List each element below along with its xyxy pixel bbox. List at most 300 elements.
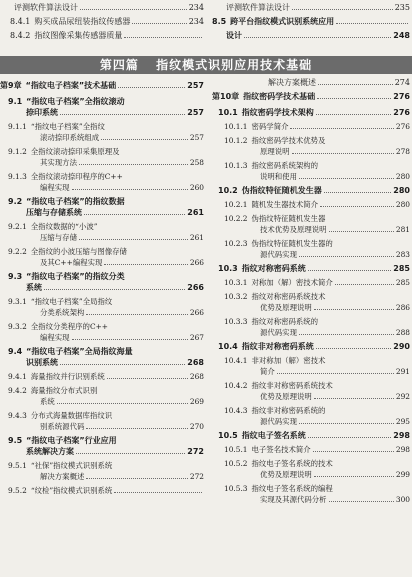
leader-dots: [79, 164, 188, 165]
leader-dots: [80, 9, 187, 10]
page-number: 267: [189, 333, 204, 342]
entry-line: [224, 213, 410, 224]
leader-dots: [314, 309, 394, 310]
leader-dots: [335, 284, 394, 285]
entry-title: 海量指纹并行识别系统: [30, 372, 105, 381]
entry-line: [224, 355, 410, 366]
page-number: 257: [187, 108, 204, 117]
page-number: 280: [395, 172, 410, 181]
entry-number: 10.1.1: [224, 122, 248, 131]
entry-title: 全指纹滚动捺印程序的C++: [30, 172, 123, 181]
page-number: 266: [189, 258, 204, 267]
entry-title: 指纹非对称密码系统: [241, 342, 314, 351]
entry-line: [8, 207, 204, 218]
entry-line: [8, 196, 204, 207]
entry-title-cont: 说明和使用: [260, 172, 297, 181]
entry-number: 10.1: [218, 108, 238, 117]
entry-title-cont: 解决方案概述: [40, 472, 85, 481]
leader-dots: [314, 398, 394, 399]
entry-number: 10.4.3: [224, 406, 248, 415]
leader-dots: [101, 139, 188, 140]
page-number: 272: [189, 472, 204, 481]
leader-dots: [60, 364, 185, 365]
leader-dots: [299, 256, 394, 257]
leader-dots: [324, 192, 392, 193]
subsection-entry: [0, 221, 204, 243]
entry-number: 10.5: [218, 431, 238, 440]
page-number: 266: [189, 308, 204, 317]
page-number: 268: [187, 358, 204, 367]
page-number: 272: [187, 447, 204, 456]
entry-number: 10.3.2: [224, 292, 248, 301]
entry-title: 购买成品尿纽装指纹传感器: [34, 17, 131, 26]
left-column: [0, 77, 204, 499]
entry-title: 对称加（解）密技术简介: [251, 278, 333, 287]
entry-line: [8, 296, 204, 307]
entry-line: [8, 410, 204, 421]
subsection-entry: [0, 246, 204, 268]
entry-title: 电子签名技术简介: [251, 445, 311, 454]
entry-number: 9.3.1: [8, 297, 27, 306]
leader-dots: [79, 239, 188, 240]
entry-title-cont: 源代码实现: [260, 328, 297, 337]
entry-line: [8, 471, 204, 482]
page-number: 298: [393, 431, 410, 440]
page-number: 274: [394, 78, 410, 87]
leader-dots: [57, 403, 188, 404]
entry-title: 非对称加（解）密技术: [251, 356, 326, 365]
entry-title-cont: 系统: [40, 397, 55, 406]
entry-title: “指纹电子档案”全指纹滚动: [26, 97, 125, 106]
leader-dots: [44, 289, 185, 290]
subsection-entry: [0, 296, 204, 318]
entry-number: 8.5: [212, 17, 227, 26]
entry-title: 指纹电子签名系统的技术: [251, 459, 333, 468]
toc-row: [212, 30, 410, 41]
part-banner: [0, 56, 412, 74]
page-number: 260: [189, 183, 204, 192]
entry-number: 10.3.1: [224, 278, 248, 287]
page-number: 280: [393, 186, 410, 195]
entry-number: 9.4.3: [8, 411, 27, 420]
toc-row: [212, 2, 410, 13]
leader-dots: [316, 114, 392, 115]
page-number: 292: [395, 392, 410, 401]
part-number: 第四篇: [99, 58, 139, 72]
entry-line: [8, 171, 204, 182]
leader-dots: [314, 476, 394, 477]
page-number: 283: [395, 250, 410, 259]
entry-title: 指纹电子签名系统: [241, 431, 306, 440]
entry-line: [224, 458, 410, 469]
entry-title: 指纹非对称密码系统技术: [251, 381, 333, 390]
page-number: 285: [395, 278, 410, 287]
page-number: 276: [393, 108, 410, 117]
subsection-entry: [212, 160, 410, 182]
entry-number: 10.2.3: [224, 239, 248, 248]
chapter-number: 第10章: [212, 92, 240, 101]
leader-dots: [329, 231, 394, 232]
leader-dots: [292, 9, 393, 10]
entry-title: 密码学简介: [251, 122, 289, 131]
entry-title: 指纹密码学技术架构: [241, 108, 314, 117]
entry-line: [224, 366, 410, 377]
entry-title-cont: 技术优势及原理说明: [260, 225, 327, 234]
entry-title: 伪指纹特征随机发生器: [241, 186, 322, 195]
entry-number: 10.3: [218, 264, 238, 273]
entry-line: [8, 121, 204, 132]
page-number: 280: [395, 200, 410, 209]
entry-title-cont: 捺印系统: [26, 108, 58, 117]
entry-title: 评测软件算法设计: [14, 3, 78, 12]
entry-number: 10.2.1: [224, 200, 248, 209]
entry-title: 伪指纹特征随机发生器: [251, 214, 326, 223]
entry-title-cont: 优势及原理说明: [260, 303, 312, 312]
page-number: 290: [393, 342, 410, 351]
leader-dots: [292, 153, 394, 154]
leader-dots: [114, 492, 202, 493]
entry-number: 8.4.2: [10, 31, 31, 40]
entry-title: 指纹对称密码系统: [241, 264, 306, 273]
toc-row: [212, 77, 410, 88]
page-number: 281: [395, 225, 410, 234]
entry-title: 指纹密码系统架构的: [251, 161, 319, 170]
entry-line: [8, 421, 204, 432]
page-number: 299: [395, 470, 410, 479]
leader-dots: [277, 373, 394, 374]
leader-dots: [104, 264, 188, 265]
section-entry: [0, 435, 204, 457]
entry-line: [224, 291, 410, 302]
entry-title: 全指纹分类程序的C++: [30, 322, 108, 331]
entry-line: [224, 160, 410, 171]
subsection-entry: [212, 483, 410, 505]
entry-title-cont: 简介: [260, 367, 275, 376]
entry-line: [224, 494, 410, 505]
entry-number: 10.4.1: [224, 356, 248, 365]
top-right-entries: [212, 2, 410, 44]
subsection-entry: [0, 385, 204, 407]
entry-line: [8, 282, 204, 293]
entry-title: 分布式海量数据库指纹识: [30, 411, 113, 420]
entry-number: 9.2.1: [8, 222, 27, 231]
entry-number: 10.2.2: [224, 214, 248, 223]
entry-line: [224, 302, 410, 313]
entry-number: 9.4: [8, 347, 23, 356]
page-number: 298: [395, 445, 410, 454]
entry-title: 设计: [226, 31, 242, 40]
leader-dots: [308, 270, 392, 271]
part-title: 指纹模式识别应用技术基础: [156, 58, 313, 72]
entry-title: 伪指纹特征随机发生器的: [251, 239, 333, 248]
leader-dots: [107, 378, 188, 379]
subsection-entry: [0, 146, 204, 168]
entry-title: 指纹对称密码系统技术: [251, 292, 326, 301]
entry-number: 9.1: [8, 97, 23, 106]
page-number: 270: [189, 422, 204, 431]
page-number: 276: [395, 122, 410, 131]
entry-line: [8, 321, 204, 332]
entry-title: 指纹电子签名系统的编程: [251, 484, 333, 493]
page-number: 257: [189, 133, 204, 142]
page-number: 234: [188, 3, 204, 12]
entry-line: [224, 380, 410, 391]
leader-dots: [86, 314, 188, 315]
subsection-entry: [212, 316, 410, 338]
entry-number: 10.3.3: [224, 317, 248, 326]
entry-line: [224, 249, 410, 260]
section-entry: [212, 341, 410, 352]
entry-title: “指纹电子档案”的指纹数据: [26, 197, 125, 206]
entry-number: 9.4.2: [8, 386, 27, 395]
entry-number: 10.4: [218, 342, 238, 351]
entry-line: [224, 238, 410, 249]
entry-title: 海量指纹分布式识别: [30, 386, 98, 395]
page-number: 234: [188, 17, 204, 26]
entry-line: [224, 416, 410, 427]
subsection-entry: [0, 410, 204, 432]
section-entry: [212, 107, 410, 118]
chapter-title: “指纹电子档案”技术基础: [25, 81, 117, 90]
entry-line: [224, 316, 410, 327]
entry-title-cont: 源代码实现: [260, 250, 297, 259]
entry-number: 9.1.3: [8, 172, 27, 181]
subsection-entry: [0, 321, 204, 343]
entry-line: [224, 483, 410, 494]
subsection-entry: [212, 135, 410, 157]
leader-dots: [308, 437, 392, 438]
entry-line: [8, 307, 204, 318]
entry-line: [8, 271, 204, 282]
leader-dots: [336, 23, 408, 24]
entry-title: “指纹电子档案”行业应用: [26, 436, 117, 445]
chapter-heading: [212, 91, 410, 102]
page-number: 257: [187, 81, 204, 90]
section-entry: [0, 96, 204, 118]
leader-dots: [72, 189, 188, 190]
leader-dots: [299, 178, 394, 179]
leader-dots: [320, 206, 394, 207]
section-entry: [212, 430, 410, 441]
entry-title-cont: 编程实现: [40, 183, 70, 192]
entry-number: 8.4.1: [10, 17, 31, 26]
entry-title: 全指纹数据的“小波”: [30, 222, 98, 231]
leader-dots: [72, 339, 188, 340]
entry-title: 指纹对称密码系统的: [251, 317, 319, 326]
toc-row: [0, 30, 204, 41]
entry-line: [224, 224, 410, 235]
entry-title-cont: 原理说明: [260, 147, 290, 156]
subsection-entry: [0, 460, 204, 482]
section-entry: [212, 263, 410, 274]
chapter-title: 指纹密码学技术基础: [243, 92, 316, 101]
entry-line: [8, 246, 204, 257]
entry-title-cont: 其实现方法: [40, 158, 77, 167]
leader-dots: [317, 98, 391, 99]
entry-line: [8, 385, 204, 396]
page-number: 276: [393, 92, 410, 101]
leader-dots: [84, 214, 185, 215]
entry-title-cont: 编程实现: [40, 333, 70, 342]
entry-title-cont: 压缩与存储系统: [26, 208, 82, 217]
entry-line: [8, 132, 204, 143]
entry-number: 9.2: [8, 197, 23, 206]
entry-title: 指纹密码学技术优势及: [251, 136, 326, 145]
chapter-number: 第9章: [0, 81, 22, 90]
leader-dots: [313, 451, 394, 452]
subsection-entry: [212, 238, 410, 260]
entry-title: “纹检”指纹模式识别系统: [30, 486, 113, 495]
leader-dots: [118, 87, 185, 88]
entry-number: 10.5.1: [224, 445, 248, 454]
page-number: 258: [189, 158, 204, 167]
subsection-entry: [212, 277, 410, 288]
subsection-entry: [212, 355, 410, 377]
toc-row: [0, 2, 204, 13]
leader-dots: [318, 84, 393, 85]
page-number: 300: [395, 495, 410, 504]
entry-line: [8, 146, 204, 157]
subsection-entry: [212, 199, 410, 210]
entry-title-cont: 及其C++编程实现: [40, 258, 103, 267]
right-column: [212, 77, 410, 508]
section-entry: [0, 271, 204, 293]
page-number: 235: [394, 3, 410, 12]
subsection-entry: [0, 171, 204, 193]
entry-line: [8, 96, 204, 107]
entry-line: [8, 435, 204, 446]
entry-number: 10.1.2: [224, 136, 248, 145]
entry-number: 10.4.2: [224, 381, 248, 390]
entry-number: 10.5.3: [224, 484, 248, 493]
entry-number: 9.1.2: [8, 147, 27, 156]
entry-number: 9.5: [8, 436, 23, 445]
entry-number: 9.5.2: [8, 486, 27, 495]
page-number: 286: [395, 303, 410, 312]
entry-line: [224, 327, 410, 338]
page-number: 261: [189, 233, 204, 242]
leader-dots: [329, 501, 394, 502]
chapter-heading: [0, 80, 204, 91]
page-number: 268: [189, 372, 204, 381]
entry-title-cont: 优势及原理说明: [260, 470, 312, 479]
entry-title: “社保”指纹模式识别系统: [30, 461, 113, 470]
entry-title: 跨平台指纹模式识别系统应用: [230, 17, 335, 26]
entry-title: 全指纹的小波压缩与图像存储: [30, 247, 127, 256]
entry-title-cont: 系统解决方案: [26, 447, 74, 456]
entry-line: [8, 446, 204, 457]
entry-number: 10.1.3: [224, 161, 248, 170]
leader-dots: [132, 23, 186, 24]
entry-line: [224, 135, 410, 146]
subsection-entry: [0, 485, 204, 496]
entry-title-cont: 压缩与存储: [40, 233, 77, 242]
entry-title: 指纹图像采集传感器质量: [34, 31, 123, 40]
page-number: 269: [189, 397, 204, 406]
subsection-entry: [212, 458, 410, 480]
entry-line: [8, 157, 204, 168]
entry-line: [8, 357, 204, 368]
entry-number: 9.3: [8, 272, 23, 281]
entry-line: [8, 107, 204, 118]
top-continuation: [0, 0, 412, 55]
leader-dots: [76, 453, 185, 454]
entry-title-cont: 系统: [26, 283, 42, 292]
entry-line: [8, 332, 204, 343]
subsection-entry: [212, 291, 410, 313]
entry-title-cont: 别系统源代码: [40, 422, 85, 431]
entry-line: [224, 405, 410, 416]
entry-line: [224, 469, 410, 480]
leader-dots: [86, 478, 188, 479]
entry-title: “指纹电子档案”全指纹: [30, 122, 105, 131]
toc-row: [0, 16, 204, 27]
entry-title-cont: 实现及其源代码分析: [260, 495, 327, 504]
entry-line: [8, 460, 204, 471]
subsection-entry: [212, 405, 410, 427]
page-number: 291: [395, 367, 410, 376]
page-number: 288: [395, 328, 410, 337]
section-entry: [0, 346, 204, 368]
entry-line: [8, 221, 204, 232]
entry-title: 随机发生器技术简介: [251, 200, 319, 209]
entry-line: [224, 146, 410, 157]
entry-line: [8, 232, 204, 243]
entry-number: 9.1.1: [8, 122, 27, 131]
entry-line: [8, 346, 204, 357]
entry-title: “指纹电子档案”全局指纹: [30, 297, 113, 306]
subsection-entry: [0, 371, 204, 382]
entry-title-cont: 分类系统架构: [40, 308, 85, 317]
page-number: 266: [187, 283, 204, 292]
top-left-entries: [0, 2, 204, 44]
subsection-entry: [212, 213, 410, 235]
leader-dots: [60, 114, 185, 115]
entry-title-cont: 滚动捺印系统组成: [40, 133, 100, 142]
section-entry: [212, 185, 410, 196]
entry-title: 解决方案概述: [268, 78, 316, 87]
leader-dots: [299, 423, 394, 424]
leader-dots: [124, 37, 202, 38]
entry-line: [224, 391, 410, 402]
entry-number: 9.4.1: [8, 372, 27, 381]
entry-title: 评测软件算法设计: [226, 3, 290, 12]
entry-number: 10.5.2: [224, 459, 248, 468]
entry-number: 9.2.2: [8, 247, 27, 256]
leader-dots: [316, 348, 392, 349]
entry-number: 10.2: [218, 186, 238, 195]
page-number: 278: [395, 147, 410, 156]
entry-title-cont: 识别系统: [26, 358, 58, 367]
page-number: 248: [393, 31, 410, 40]
entry-title: 指纹非对称密码系统的: [251, 406, 326, 415]
subsection-entry: [0, 121, 204, 143]
entry-title: “指纹电子档案”的指纹分类: [26, 272, 125, 281]
entry-title-cont: 优势及原理说明: [260, 392, 312, 401]
entry-line: [8, 396, 204, 407]
entry-line: [8, 182, 204, 193]
entry-line: [224, 171, 410, 182]
leader-dots: [244, 37, 391, 38]
entry-title-cont: 源代码实现: [260, 417, 297, 426]
entry-number: 9.5.1: [8, 461, 27, 470]
subsection-entry: [212, 380, 410, 402]
page-number: 261: [187, 208, 204, 217]
entry-number: 9.3.2: [8, 322, 27, 331]
entry-line: [8, 257, 204, 268]
subsection-entry: [212, 121, 410, 132]
entry-title: “指纹电子档案”全局指纹海量: [26, 347, 133, 356]
